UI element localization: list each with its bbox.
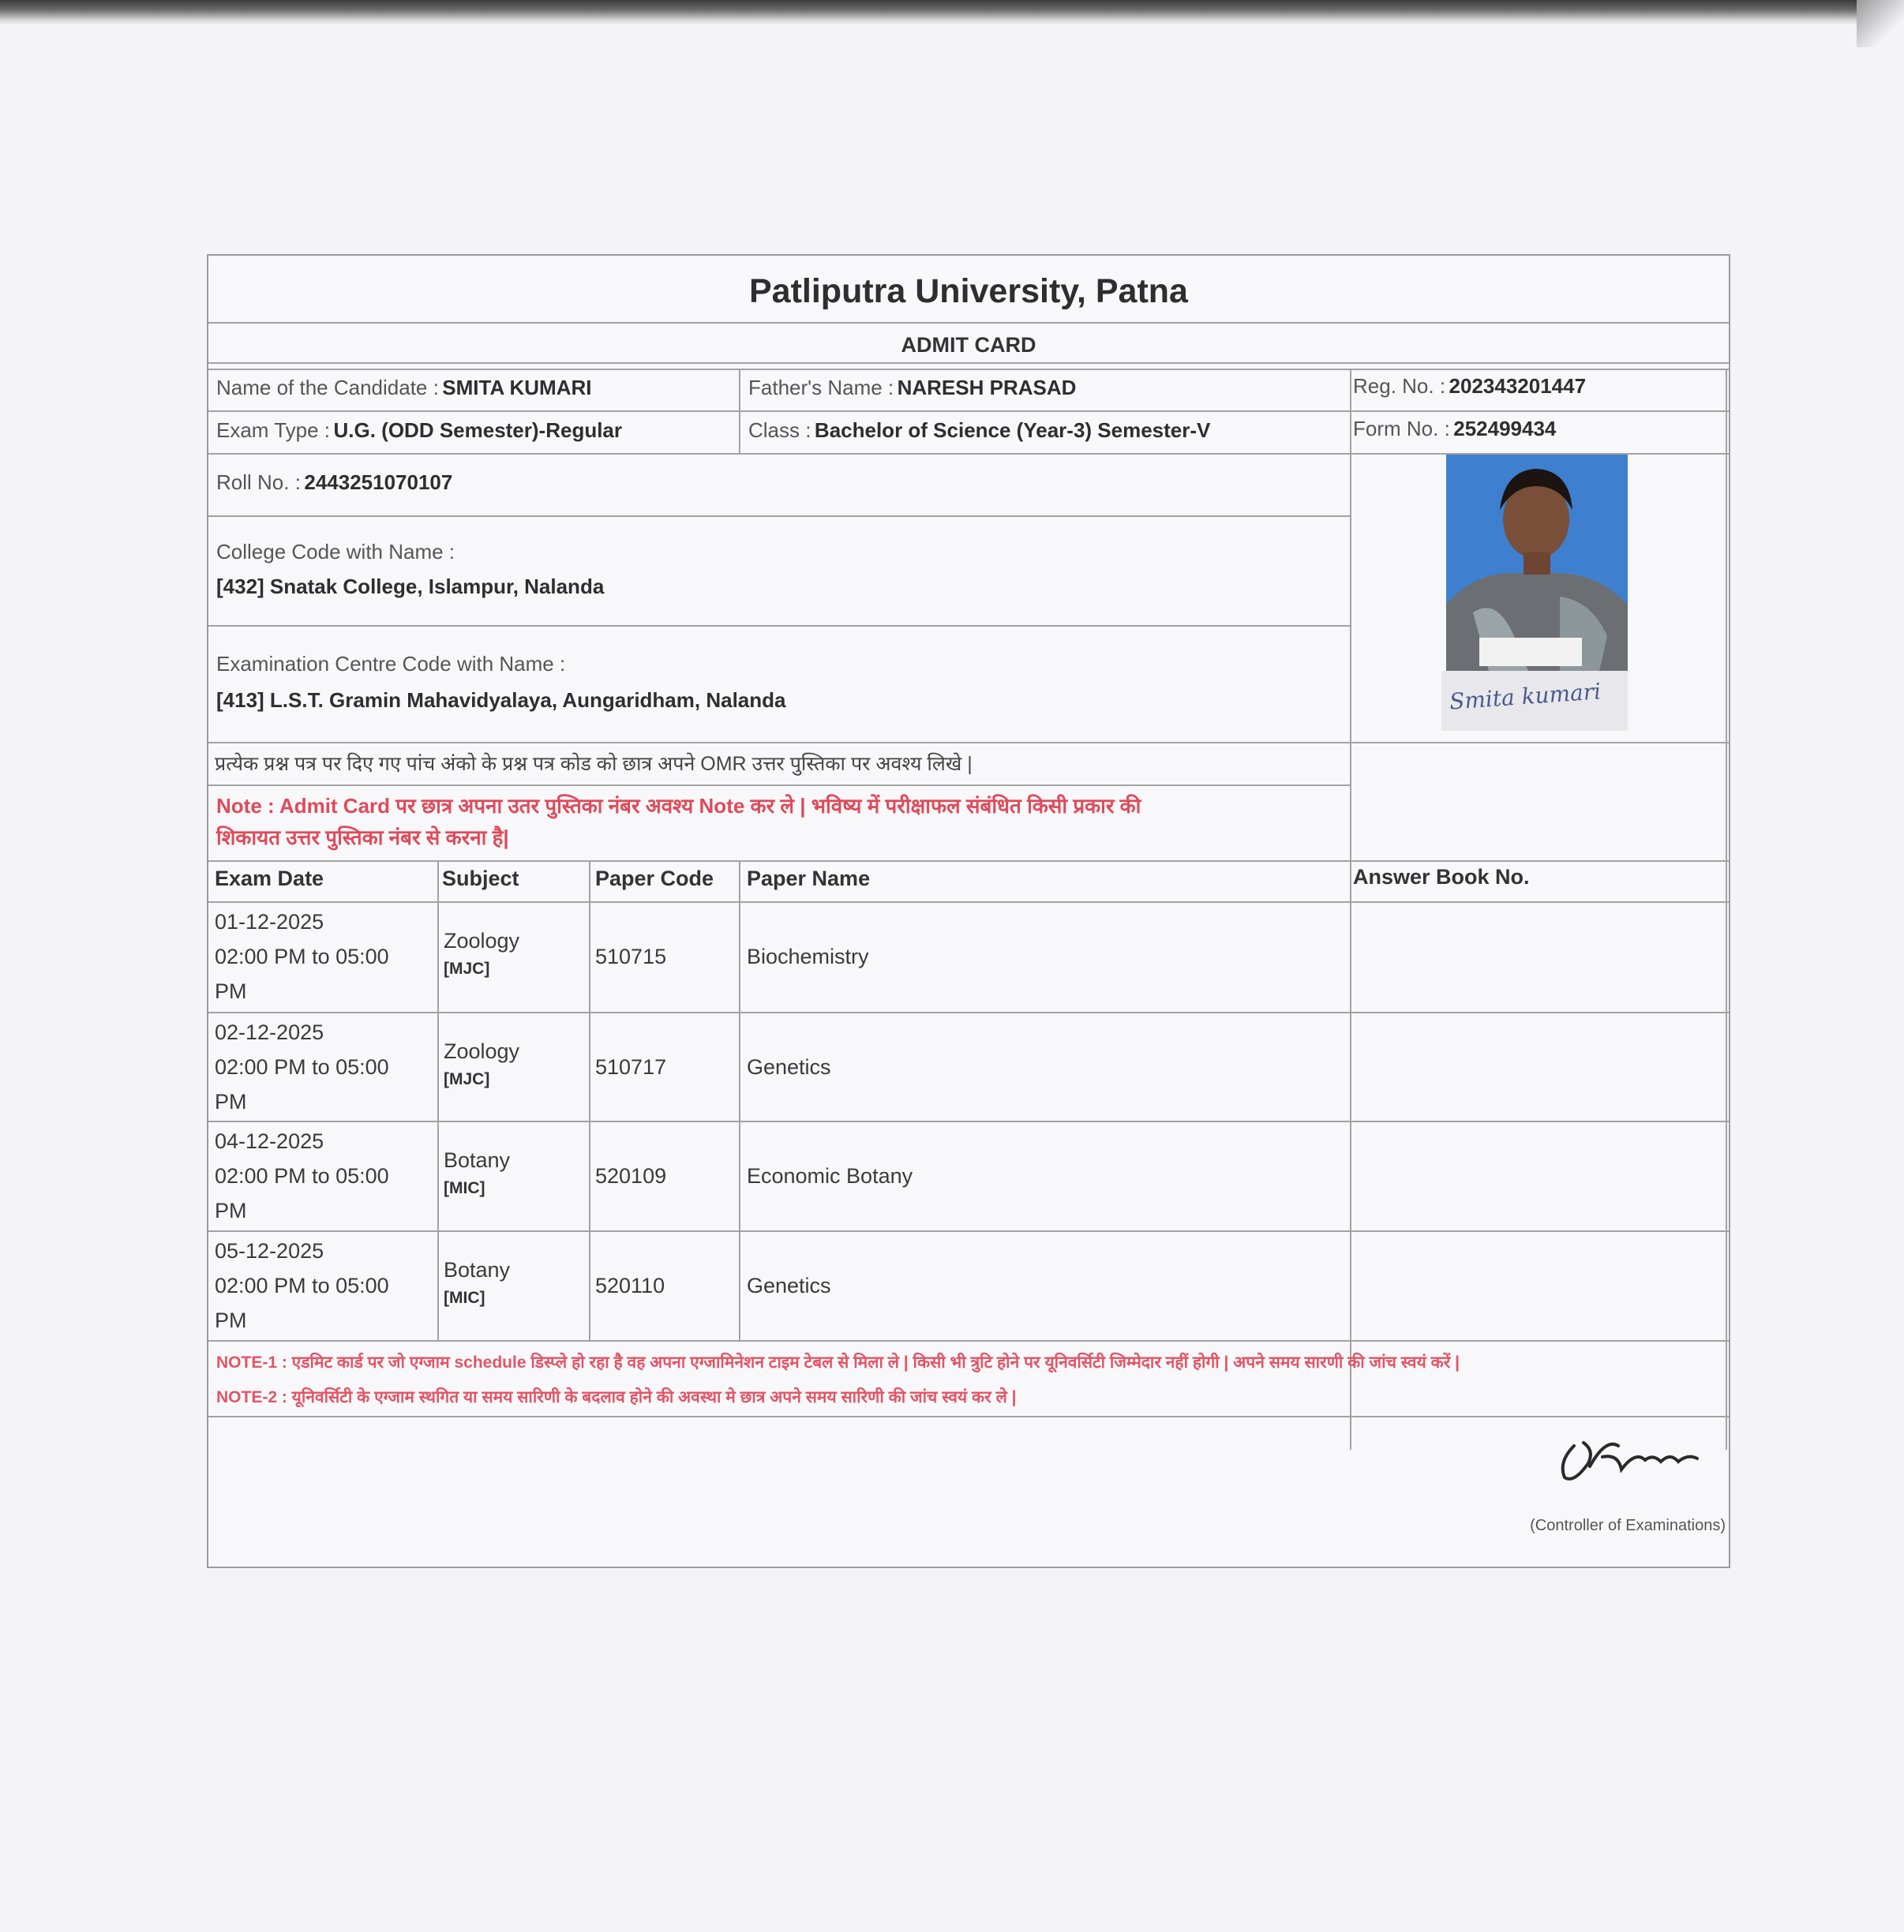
controller-signature bbox=[1542, 1422, 1708, 1493]
exam-date: 01-12-2025 bbox=[215, 910, 324, 934]
roll-no-label: Roll No. : bbox=[216, 470, 301, 494]
exam-time-suffix: PM bbox=[215, 1199, 247, 1222]
subject-name: Zoology bbox=[444, 929, 520, 953]
exam-type-value: U.G. (ODD Semester)-Regular bbox=[333, 418, 623, 442]
reg-no-label: Reg. No. : bbox=[1353, 374, 1446, 398]
exam-time-suffix: PM bbox=[215, 979, 247, 1003]
paper-code: 510717 bbox=[595, 1055, 667, 1079]
subject-name: Botany bbox=[444, 1258, 511, 1282]
divider bbox=[208, 1230, 1729, 1232]
roll-no-field bbox=[216, 470, 452, 495]
header-paper-code: Paper Code bbox=[595, 867, 714, 890]
candidate-name-value: SMITA KUMARI bbox=[442, 376, 592, 399]
paper-code: 510715 bbox=[595, 945, 667, 968]
exam-date: 05-12-2025 bbox=[215, 1239, 324, 1263]
college-value: [432] Snatak College, Islampur, Nalanda bbox=[216, 575, 605, 598]
paper-name: Biochemistry bbox=[747, 945, 869, 968]
father-name-value: NARESH PRASAD bbox=[897, 376, 1077, 399]
divider bbox=[208, 515, 1350, 517]
form-no-value: 252499434 bbox=[1453, 417, 1557, 440]
card-title: ADMIT CARD bbox=[901, 333, 1036, 357]
divider bbox=[208, 369, 1729, 370]
centre-label-text: Examination Centre Code with Name : bbox=[216, 652, 566, 676]
table-row-subject bbox=[444, 923, 519, 980]
table-row-subject bbox=[444, 1143, 510, 1200]
centre-label bbox=[216, 652, 565, 676]
exam-type-label: Exam Type : bbox=[216, 418, 331, 442]
divider bbox=[589, 860, 590, 1340]
reg-no-field bbox=[1353, 374, 1586, 399]
table-row-date bbox=[215, 904, 389, 1009]
subject-tag: [MIC] bbox=[444, 1179, 485, 1197]
header-answer-book: Answer Book No. bbox=[1353, 865, 1530, 889]
omr-instruction: प्रत्येक प्रश्न पत्र पर दिए गए पांच अंको के प्रश्न पत्र कोड को छात्र अपने OMR उत्तर पुस्तिका पर अवश्य लिखे | bbox=[215, 753, 973, 775]
class-value: Bachelor of Science (Year-3) Semester-V bbox=[814, 418, 1211, 442]
divider bbox=[208, 784, 1350, 786]
table-row-date bbox=[215, 1124, 389, 1228]
candidate-photo bbox=[1441, 455, 1628, 731]
divider bbox=[1350, 369, 1351, 1450]
paper-code: 520109 bbox=[595, 1164, 667, 1188]
table-row-subject bbox=[444, 1034, 519, 1091]
exam-time: 02:00 PM to 05:00 bbox=[215, 945, 389, 968]
centre-value: [413] L.S.T. Gramin Mahavidyalaya, Aungaridham, Nalanda bbox=[216, 688, 786, 712]
roll-no-value: 2443251070107 bbox=[304, 470, 453, 494]
divider bbox=[437, 860, 439, 1340]
father-name-field bbox=[748, 376, 1076, 400]
header-subject: Subject bbox=[442, 867, 519, 890]
divider bbox=[208, 362, 1729, 364]
class-label: Class : bbox=[748, 418, 811, 442]
divider bbox=[208, 1121, 1729, 1122]
paper-code: 520110 bbox=[595, 1274, 665, 1297]
subject-name: Zoology bbox=[444, 1039, 520, 1063]
table-row-date bbox=[215, 1234, 389, 1338]
divider bbox=[208, 625, 1350, 627]
note-2: NOTE-2 : यूनिवर्सिटी के एग्जाम स्थगित या समय सारिणी के बदलाव होने की अवस्था मे छात्र अपने समय सारिणी की जांच स्वयं कर ले | bbox=[216, 1388, 1017, 1406]
class-field bbox=[748, 418, 1210, 443]
note-line-1: Note : Admit Card पर छात्र अपना उतर पुस्तिका नंबर अवश्य Note कर ले | भविष्य में परीक्षाफल संबंधित किसी प्रकार की bbox=[216, 794, 1141, 818]
divider bbox=[208, 410, 1729, 412]
divider bbox=[208, 1012, 1729, 1013]
scan-corner-shadow bbox=[1857, 0, 1904, 47]
divider bbox=[739, 369, 740, 453]
college-label-text: College Code with Name : bbox=[216, 540, 455, 564]
divider bbox=[208, 1416, 1729, 1417]
divider bbox=[208, 1340, 1729, 1342]
exam-date: 02-12-2025 bbox=[215, 1020, 324, 1044]
exam-date: 04-12-2025 bbox=[215, 1129, 324, 1153]
form-no-field bbox=[1353, 417, 1556, 441]
divider bbox=[1726, 369, 1727, 1450]
admit-card bbox=[207, 254, 1730, 1568]
divider bbox=[208, 860, 1729, 862]
header-exam-date: Exam Date bbox=[215, 867, 324, 890]
candidate-name-label: Name of the Candidate : bbox=[216, 376, 439, 399]
scan-top-edge bbox=[0, 0, 1904, 25]
subject-tag: [MJC] bbox=[444, 1070, 490, 1088]
exam-time: 02:00 PM to 05:00 bbox=[215, 1164, 389, 1188]
candidate-signature: Smita kumari bbox=[1449, 678, 1602, 715]
paper-name: Genetics bbox=[747, 1274, 831, 1297]
paper-name: Economic Botany bbox=[747, 1164, 913, 1188]
divider bbox=[208, 742, 1729, 743]
form-no-label: Form No. : bbox=[1353, 417, 1450, 440]
exam-time: 02:00 PM to 05:00 bbox=[215, 1055, 389, 1079]
paper-name: Genetics bbox=[747, 1055, 831, 1079]
father-name-label: Father's Name : bbox=[748, 376, 894, 399]
subject-tag: [MJC] bbox=[444, 960, 490, 978]
candidate-name-field bbox=[216, 376, 592, 400]
subject-name: Botany bbox=[444, 1148, 511, 1172]
exam-time: 02:00 PM to 05:00 bbox=[215, 1274, 389, 1297]
divider bbox=[739, 860, 740, 1340]
note-1: NOTE-1 : एडमिट कार्ड पर जो एग्जाम schedule डिस्प्ले हो रहा है वह अपना एग्जामिनेशन टाइम टेबल से मिला ले | किसी भी त्रुटि होने पर यूनिवर्सिटी जिम्मेदार नहीं होगी | अपने समय सारणी की जांच स्वयं करें | bbox=[216, 1354, 1460, 1372]
table-row-subject bbox=[444, 1252, 510, 1309]
university-title: Patliputra University, Patna bbox=[749, 272, 1188, 310]
reg-no-value: 202343201447 bbox=[1449, 374, 1587, 398]
exam-time-suffix: PM bbox=[215, 1090, 247, 1114]
table-row-date bbox=[215, 1015, 389, 1119]
subject-tag: [MIC] bbox=[444, 1289, 485, 1307]
divider bbox=[208, 901, 1729, 903]
note-line-2: शिकायत उत्तर पुस्तिका नंबर से करना है| bbox=[216, 826, 509, 849]
controller-label: (Controller of Examinations) bbox=[1530, 1517, 1726, 1534]
college-label bbox=[216, 540, 455, 564]
divider bbox=[208, 322, 1729, 324]
exam-time-suffix: PM bbox=[215, 1309, 247, 1332]
exam-type-field bbox=[216, 418, 622, 443]
header-paper-name: Paper Name bbox=[747, 867, 871, 890]
